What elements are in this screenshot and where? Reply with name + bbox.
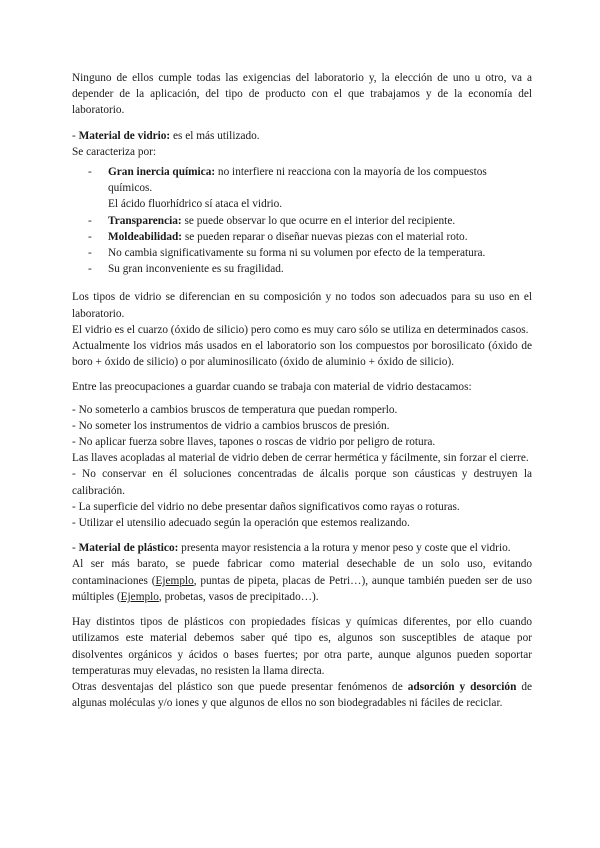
example-label: Ejemplo <box>120 590 159 603</box>
property-extra: El ácido fluorhídrico sí ataca el vidrio. <box>108 198 283 211</box>
precaution-line: Las llaves acopladas al material de vidrio deben de cerrar hermética y fácilmente, sin forzar el cierre. <box>72 452 529 465</box>
precaution-line: - No someter los instrumentos de vidrio a cambios bruscos de presión. <box>72 419 390 432</box>
plastic-heading-prefix: - <box>72 542 79 555</box>
plastic-heading-bold: Material de plástico: <box>78 542 179 555</box>
plastic-types-paragraph: Hay distintos tipos de plásticos con propiedades físicas y químicas diferentes, por ello cuando utilizamos este material debemos saber qué tipo es, algunos son susceptibles de ataque por disolventes orgánicos y ácidos o bases fuertes; por otra parte, aunque algunos pueden soportar temperaturas muy elevadas, no resisten la llama directa. <box>72 616 532 677</box>
property-text: No cambia significativamente su forma ni su volumen por efecto de la temperatura. <box>108 247 486 260</box>
intro-paragraph: Ninguno de ellos cumple todas las exigencias del laboratorio y, la elección de uno u otro, va a depender de la aplicación, del tipo de producto con el que trabajamos y de la economía del laboratorio. <box>72 72 532 117</box>
quartz-paragraph: El vidrio es el cuarzo (óxido de silicio) pero como es muy caro sólo se utiliza en determinados casos. <box>72 323 529 336</box>
glass-types-paragraph: Los tipos de vidrio se diferencian en su composición y no todos son adecuados para su uso en el laboratorio. <box>72 291 532 320</box>
plastic-heading-rest: presenta mayor resistencia a la rotura y menor peso y coste que el vidrio. <box>178 542 511 555</box>
plastic-disadvantages-paragraph <box>72 679 532 711</box>
property-name: Moldeabilidad: <box>108 230 183 243</box>
example-label: Ejemplo <box>155 574 194 587</box>
precaution-line: - No conservar en él soluciones concentradas de álcalis porque son cáusticas y destruyen la calibración. <box>72 468 532 497</box>
text-run: Al ser más barato, se puede fabricar como material desechable de un solo uso, evitando contaminaciones ( <box>72 558 532 587</box>
list-item <box>88 164 532 213</box>
property-text: se puede observar lo que ocurre en el interior del recipiente. <box>181 214 456 227</box>
property-text: Su gran inconveniente es su fragilidad. <box>108 263 284 276</box>
glass-heading-rest: es el más utilizado. <box>170 129 260 142</box>
borosilicate-paragraph: Actualmente los vidrios más usados en el laboratorio son los compuestos por borosilicato (óxido de boro + óxido de silicio) o por aluminosilicato (óxido de aluminio + óxido de silicio). <box>72 340 532 369</box>
list-item <box>88 245 532 261</box>
text-run: , puntas de pipeta, placas de Petri…), aunque también pueden ser de uso múltiples ( <box>72 574 533 603</box>
precaution-line: - No someterlo a cambios bruscos de temperatura que puedan romperlo. <box>72 403 398 416</box>
glass-heading-prefix: - <box>72 129 79 142</box>
adsorption-term: adsorción y desorción <box>407 680 517 693</box>
list-item <box>88 229 532 245</box>
plastic-heading <box>72 540 532 556</box>
precaution-line: - La superficie del vidrio no debe presentar daños significativos como rayas o roturas. <box>72 500 460 513</box>
property-text: no interfiere ni reacciona con la mayoría de los compuestos químicos. <box>108 166 487 195</box>
precautions-intro: Entre las preocupaciones a guardar cuando se trabaja con material de vidrio destacamos: <box>72 381 472 394</box>
plastic-disposable-paragraph <box>72 556 532 605</box>
text-run: , probetas, vasos de precipitado…). <box>158 590 319 603</box>
property-name: Gran inercia química: <box>108 166 216 179</box>
precaution-line: - Utilizar el utensilio adecuado según la operación que estemos realizando. <box>72 517 410 530</box>
precaution-line: - No aplicar fuerza sobre llaves, tapones o roscas de vidrio por peligro de rotura. <box>72 436 436 449</box>
glass-heading-bold: Material de vidrio: <box>78 129 171 142</box>
glass-heading <box>72 128 532 144</box>
text-run: de algunas moléculas y/o iones y que algunos de ellos no son biodegradables ni fáciles de reciclar. <box>72 680 532 710</box>
property-text: se pueden reparar o diseñar nuevas piezas con el material roto. <box>182 230 468 243</box>
glass-properties-list <box>72 164 532 277</box>
list-item <box>88 261 532 277</box>
property-name: Transparencia: <box>108 214 182 227</box>
list-item <box>88 213 532 229</box>
glass-characterized: Se caracteriza por: <box>72 145 157 158</box>
text-run: Otras desventajas del plástico son que puede presentar fenómenos de <box>72 680 408 693</box>
